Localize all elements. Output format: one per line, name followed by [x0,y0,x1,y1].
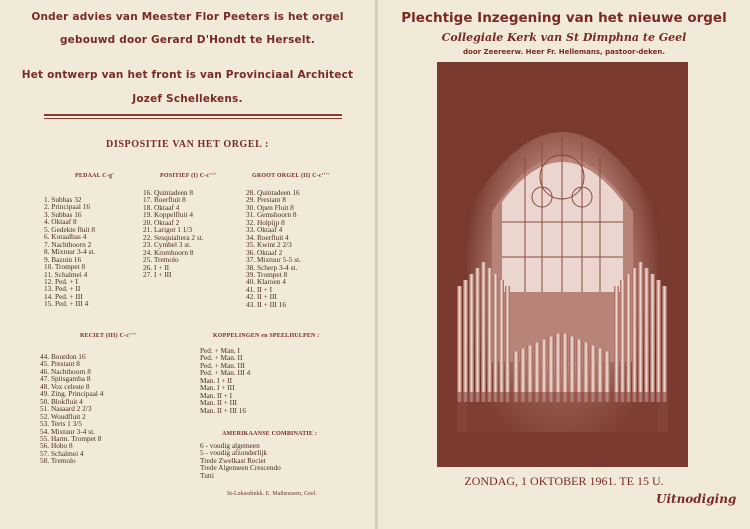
organ-pipe [644,268,649,402]
positief-stop-list [143,189,204,278]
stop-item: 41. II + I [246,284,272,294]
stop-item: 5 - voudig afzonderlijk [200,448,268,458]
ceremony-title: Plechtige Inzegening van het nieuwe orgel [401,10,727,26]
organ-pipe [638,262,643,402]
organ-pipe [620,280,625,402]
amerikaanse-list [200,442,281,479]
organ-pipe [650,274,655,402]
organ-pipe [626,274,631,402]
stop-item: 53. Terts 1 3/5 [40,419,82,429]
event-date: ZONDAG, 1 OKTOBER 1961. TE 15 U. [464,474,664,488]
stop-item: 39. Trompet 8 [246,269,288,279]
amerikaanse-heading: AMERIKAANSE COMBINATIE : [222,431,318,437]
intro-line-1: Onder advies van Meester Flor Peeters is het orgel [31,11,344,23]
organ-pipe [499,280,504,402]
stop-item: 1. Subbas 32 [44,195,82,204]
stop-item: 44. Bourdon 16 [40,352,86,361]
stop-item: 56. Hobo 8 [40,441,73,451]
stop-item: 31. Gemshoorn 8 [246,210,297,220]
stop-item: 24. Kromhoorn 8 [143,247,194,257]
koppelingen-list [200,347,250,414]
pedaal-stop-list [44,196,95,308]
intro-line-3: Het ontwerp van het front is van Provinciaal Architect [21,69,354,81]
pedaal-heading: PEDAAL C-g' [75,173,115,179]
stop-item: 28. Quintadeen 16 [246,188,300,197]
organ-pipe [493,274,498,402]
stop-item: Ped. + Man. II [200,353,243,363]
stop-item: Man. I + III [200,383,235,393]
stop-item: 32. Holpijp 8 [246,217,285,227]
stop-item: Ped. + Man. I [200,346,240,355]
stop-item: 14. Ped. + III [44,291,83,301]
printer-credit: St-Lukasdrukk. E. Matheussen, Geel. [227,491,317,497]
stop-item: Man. I + II [200,375,233,385]
stop-item: 19. Koppelfluit 4 [143,210,194,220]
stop-item: 6 - voudig algemeen [200,441,260,450]
organ-pipe [457,286,462,402]
stop-item: 16. Quintadeen 8 [143,188,194,197]
stop-item: Ped. + Man. III [200,360,245,370]
stop-item: 3. Subbas 16 [44,209,82,219]
reciet-stop-list [40,353,103,465]
stop-item: 21. Larigot 1 1/3 [143,225,193,235]
stop-item: 51. Nasaard 2 2/3 [40,404,92,414]
stop-item: Tutti [200,470,214,480]
intro-line-2: gebouwd door Gerard D'Hondt te Herselt. [59,34,316,46]
disposition-title: DISPOSITIE VAN HET ORGEL : [106,139,269,150]
stop-item: 54. Mixtuur 3-4 st. [40,426,95,436]
organ-pipe [469,274,474,402]
stop-item: 57. Schalmei 4 [40,448,84,458]
stop-item: 11. Schalmei 4 [44,269,88,279]
organ-pipe [656,280,661,402]
stop-item: 4. Oktaaf 8 [44,217,77,227]
groot-orgel-heading: GROOT ORGEL (II) C-c'''' [252,173,330,179]
stop-item: 52. Woudfluit 2 [40,411,86,421]
organ-pipe [463,280,468,402]
stop-item: 48. Vox celeste 8 [40,381,90,391]
stop-item: 12. Ped. + I [44,276,78,286]
stop-item: 15. Ped. + III 4 [44,299,89,309]
stop-item: 58. Tremolo [40,456,76,466]
stop-item: 55. Harm. Trompet 8 [40,433,102,443]
stop-item: 27. I + III [143,269,172,279]
stop-item: 34. Roerfluit 4 [246,232,289,242]
stop-item: 35. Kwint 2 2/3 [246,240,292,250]
organ-pipe [662,286,667,402]
stop-item: 33. Oktaaf 4 [246,225,283,235]
stop-item: Trede Zwelkast Reciet [200,455,266,465]
stop-item: 40. Klaroen 4 [246,277,286,287]
stop-item: 38. Scherp 3-4 st. [246,262,298,272]
stop-item: Man. II + I [200,390,233,400]
koppelingen-heading: KOPPELINGEN en SPEELHULPEN : [213,333,320,339]
stop-item: 25. Tremolo [143,255,179,265]
stop-item: 9. Bazuin 16 [44,254,82,264]
stop-item: 5. Gedekte fluit 8 [44,224,96,234]
stop-item: 36. Oktaaf 2 [246,247,283,257]
invitation-label: Uitnodiging [656,492,737,506]
organ-pipe [632,268,637,402]
stop-item: 50. Blokfluit 4 [40,396,83,406]
stop-item: 7. Nachthoorn 2 [44,239,92,249]
organ-pipe [475,268,480,402]
stop-item: 23. Cymbel 3 st. [143,240,192,250]
church-subtitle: Collegiale Kerk van St Dimphna te Geel [441,31,687,44]
organ-pipe [562,334,568,403]
organ-pipe [487,268,492,402]
stop-item: 46. Nachthoorn 8 [40,366,91,376]
intro-line-4: Jozef Schellekens. [132,93,243,105]
organ-pipe [555,334,561,403]
organ-photo [437,62,688,467]
stop-item: 17. Roerfluit 8 [143,195,186,205]
groot-orgel-stop-list [246,189,301,308]
church-organ-image [437,62,688,467]
stop-item: Man. II + III 16 [200,405,247,415]
stop-item: 43. II + III 16 [246,299,286,309]
organ-pipe [505,286,510,402]
stop-item: 20. Oktaaf 2 [143,217,180,227]
divider-rule [44,114,342,116]
stop-item: 13. Ped. + II [44,284,81,294]
stop-item: 29. Prestant 8 [246,195,286,205]
stop-item: Trede Algemeen Crescendo [200,463,281,473]
stop-item: 22. Sesquialtera 2 st. [143,232,204,242]
stop-item: 6. Koraalbas 4 [44,232,87,242]
stop-item: Ped. + Man. III 4 [200,368,251,378]
stop-item: 37. Mixtuur 5-5 st. [246,255,301,265]
stop-item: 49. Zing. Principaal 4 [40,389,104,399]
stop-item: 8. Mixtuur 3-4 st. [44,247,96,257]
stop-item: 47. Spitsgamba 8 [40,374,91,384]
reciet-heading: RECIET (III) C-c'''' [80,333,137,339]
organ-pipe [481,262,486,402]
stop-item: 30. Open Fluit 8 [246,202,294,212]
stop-item: 26. I + II [143,262,169,272]
stop-item: Man. II + III [200,398,237,408]
stop-item: 10. Trompet 8 [44,262,86,272]
stop-item: 45. Prestant 8 [40,359,80,369]
stop-item: 18. Oktaaf 4 [143,202,180,212]
organ-pipe [614,286,619,402]
officiant-line: door Zeereerw. Heer Fr. Hellemans, pastoor-deken. [463,48,665,56]
stop-item: 42. II + III [246,292,277,302]
divider-rule-thin [44,118,342,119]
positief-heading: POSITIEF (I) C-c'''' [160,173,217,179]
stop-item: 2. Principaal 16 [44,202,91,212]
